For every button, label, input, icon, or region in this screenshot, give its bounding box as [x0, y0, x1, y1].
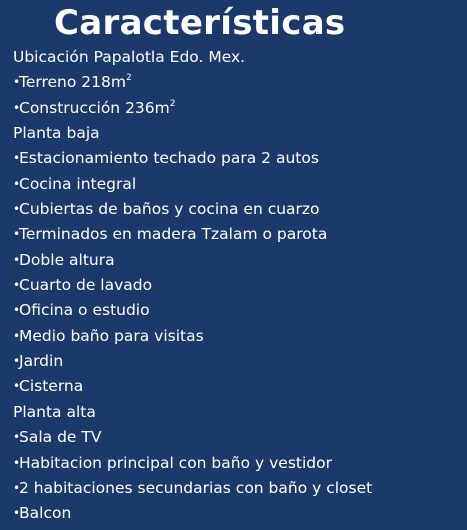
list-item-text: Habitacion principal con baño y vestidor — [19, 453, 332, 472]
bullet-icon: • — [13, 430, 21, 445]
bullet-icon: • — [13, 252, 21, 267]
page-title: Características — [54, 3, 346, 43]
list-item — [13, 248, 463, 273]
list-item — [13, 451, 463, 476]
superscript: 2 — [125, 73, 132, 84]
list-item-text: Terminados en madera Tzalam o parota — [19, 225, 328, 244]
bullet-icon: • — [13, 480, 21, 495]
bullet-icon: • — [13, 455, 21, 470]
list-item-text: Ubicación Papalotla Edo. Mex. — [13, 48, 246, 66]
bullet-icon: • — [13, 227, 21, 242]
list-item — [13, 172, 463, 197]
bullet-icon: • — [13, 354, 21, 369]
list-item — [13, 298, 463, 323]
list-item-text: Cocina integral — [19, 174, 137, 193]
list-item-text: Oficina o estudio — [19, 301, 150, 320]
list-item — [13, 349, 463, 374]
list-item-text: Cuarto de lavado — [19, 276, 153, 295]
list-item-text: Estacionamiento techado para 2 autos — [19, 149, 319, 168]
bullet-icon: • — [13, 278, 21, 293]
bullet-icon: • — [13, 75, 21, 90]
list-item-text: Cubiertas de baños y cocina en cuarzo — [19, 200, 320, 219]
list-item-text: Balcon — [19, 504, 72, 523]
bullet-icon: • — [13, 379, 21, 394]
list-item — [13, 197, 463, 222]
bullet-icon: • — [13, 506, 21, 521]
bullet-icon: • — [13, 328, 21, 343]
bullet-icon: • — [13, 176, 21, 191]
list-item — [13, 146, 463, 171]
list-item-text: Planta alta — [13, 402, 96, 421]
list-item — [13, 476, 463, 501]
bullet-icon: • — [13, 151, 21, 166]
list-item-construction — [13, 96, 463, 121]
bullet-icon: • — [13, 202, 21, 217]
list-item — [13, 374, 463, 399]
list-item-text: Terreno 218m — [19, 73, 126, 92]
section-heading-ground-floor — [13, 121, 463, 146]
list-item — [13, 222, 463, 247]
bullet-icon: • — [13, 100, 21, 115]
list-item — [13, 501, 463, 526]
list-item-text: Planta baja — [13, 124, 100, 143]
superscript: 2 — [169, 98, 176, 109]
list-item-text: Cisterna — [19, 377, 84, 396]
list-item-text: Medio baño para visitas — [19, 326, 204, 345]
list-item — [13, 324, 463, 349]
list-item-text: Sala de TV — [19, 428, 102, 447]
bullet-icon: • — [13, 303, 21, 318]
list-item-text: Construcción 236m — [19, 98, 170, 117]
list-item-text: Jardin — [19, 352, 64, 371]
list-item-land — [13, 70, 463, 95]
section-heading-upper-floor — [13, 400, 463, 425]
features-list — [13, 45, 463, 527]
list-item-location — [13, 45, 463, 70]
list-item — [13, 273, 463, 298]
list-item-text: 2 habitaciones secundarias con baño y closet — [19, 478, 373, 497]
list-item-text: Doble altura — [19, 250, 115, 269]
list-item — [13, 425, 463, 450]
